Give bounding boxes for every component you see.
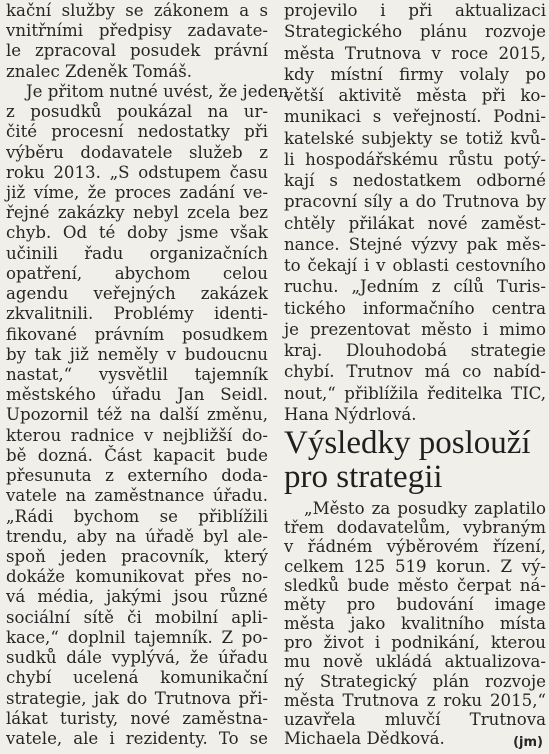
text-line: bě dozná. Část kapacit bude (6, 445, 268, 465)
text-line: města jako kvalitního místa (284, 614, 546, 633)
text-line: chtěly přilákat nové zaměst- (284, 213, 546, 233)
text-line: přesunuta z externího doda- (6, 466, 268, 486)
text-line: města Trutnova z roku 2015,“ (284, 690, 546, 710)
text-line: Strategického plánu rozvoje (284, 22, 546, 42)
text-line: uzavřela mluvčí Trutnova (284, 709, 546, 729)
text-line: je prezentovat město i mimo (284, 319, 546, 339)
text-line: ný Strategický plán rozvoje (284, 671, 546, 691)
text-line: již víme, že proces zadání ve- (6, 183, 268, 202)
text-line: roku 2013. „S odstupem času (6, 162, 268, 182)
text-line: měty pro budování image (284, 594, 546, 614)
text-line: by tak již neměly v budoucnu (6, 344, 268, 364)
text-line: pro život i podnikání, kterou (284, 633, 546, 653)
text-line: katelské subjekty se totiž kvů- (284, 128, 546, 148)
text-line: ruchu. „Jedním z cílů Turis- (284, 277, 546, 297)
text-line: Je přitom nutné uvést, že jeden (26, 81, 289, 101)
text-line: chybí ucelená komunikační (6, 668, 268, 688)
text-line: sudků dále vyplývá, že úřadu (6, 648, 268, 668)
text-line: vnitřními předpisy zadavate- (6, 21, 268, 41)
text-line: li hospodářskému růstu potý- (284, 149, 546, 169)
section-heading-line: Výsledky poslouží (284, 425, 531, 461)
text-line: spoň jeden pracovník, který (6, 547, 268, 566)
text-line: řejné zakázky nebyl zcela bez (6, 203, 268, 223)
article-column-right (284, 0, 546, 754)
text-line: fikované právním posudkem (6, 324, 268, 344)
text-line: mu nově ukládá aktualizova- (284, 652, 546, 672)
text-line: vatele, ale i rezidenty. To se (6, 729, 268, 748)
article-column-left (6, 0, 289, 754)
text-line: munikaci s veřejností. Podni- (284, 107, 546, 127)
text-line: „Rádi bychom se přiblížili (6, 506, 268, 526)
text-line: vatele na zaměstnance úřadu. (6, 486, 268, 506)
text-line: sociální sítě či mobilní apli- (6, 607, 268, 627)
text-line: sledků bude město čerpat ná- (284, 575, 546, 595)
text-line: učinili řadu organizačních (6, 243, 268, 263)
text-line: tického informačního centra (284, 298, 546, 318)
text-line: v řádném výběrovém řízení, (284, 537, 546, 557)
text-line: nastat,“ vysvětlil tajemník (6, 365, 268, 384)
text-line: třem dodavatelům, vybraným (284, 518, 546, 538)
text-line: větší aktivitě města při ko- (284, 86, 546, 106)
text-line: trendu, aby na úřadě byl ale- (6, 526, 268, 546)
text-line: zkvalitnili. Problémy identi- (6, 304, 268, 324)
text-line: chyb. Od té doby jsme však (6, 223, 268, 243)
text-line: projevilo i při aktualizaci (284, 1, 546, 20)
text-line: Michaela Dědková. (284, 729, 445, 748)
text-line: nout,“ přiblížila ředitelka TIC, (284, 383, 546, 403)
text-line: městského úřadu Jan Seidl. (6, 385, 268, 405)
text-line: kraj. Dlouhodobá strategie (284, 341, 546, 361)
text-line: znalec Zdeněk Tomáš. (6, 61, 193, 81)
author-signature: (jm) (513, 735, 543, 750)
text-line: města Trutnova v roce 2015, (284, 43, 546, 63)
text-line: nance. Stejné výzvy pak měs- (284, 234, 546, 254)
text-line: kační služby se zákonem a s (6, 1, 268, 20)
text-line: dokáže komunikovat přes no- (6, 567, 268, 587)
text-line: výběru dodavatele služeb z (6, 142, 268, 162)
text-line: vá média, jakými jsou různé (6, 587, 268, 607)
text-line: kace,“ doplnil tajemník. Z po- (6, 627, 268, 647)
text-line: Hana Nýdrlová. (284, 405, 417, 424)
text-line: kají s nedostatkem odborné (284, 171, 546, 191)
text-line: opatření, abychom celou (6, 263, 268, 283)
text-line: agendu veřejných zakázek (6, 284, 268, 304)
text-line: Upozornil též na další změnu, (6, 405, 268, 425)
text-line: strategie, jak do Trutnova při- (6, 688, 268, 708)
text-line: to čekají i v oblasti cestovního (284, 256, 546, 276)
section-heading-line: pro strategii (284, 459, 443, 495)
text-line: kdy místní firmy volaly po (284, 64, 546, 84)
text-line: le zpracoval posudek právní (6, 41, 268, 61)
text-line: kterou radnice v nejbližší do- (6, 425, 268, 445)
text-line: pracovní síly a do Trutnova by (284, 192, 546, 212)
text-line: čité procesní nedostatky při (6, 122, 268, 142)
text-line: chybí. Trutnov má co nabíd- (284, 362, 546, 382)
text-line: „Město za posudky zaplatilo (304, 499, 546, 518)
text-line: z posudků poukázal na ur- (6, 102, 268, 122)
text-line: celkem 125 519 korun. Z vý- (284, 556, 546, 576)
text-line: lákat turisty, nové zaměstna- (6, 708, 268, 728)
